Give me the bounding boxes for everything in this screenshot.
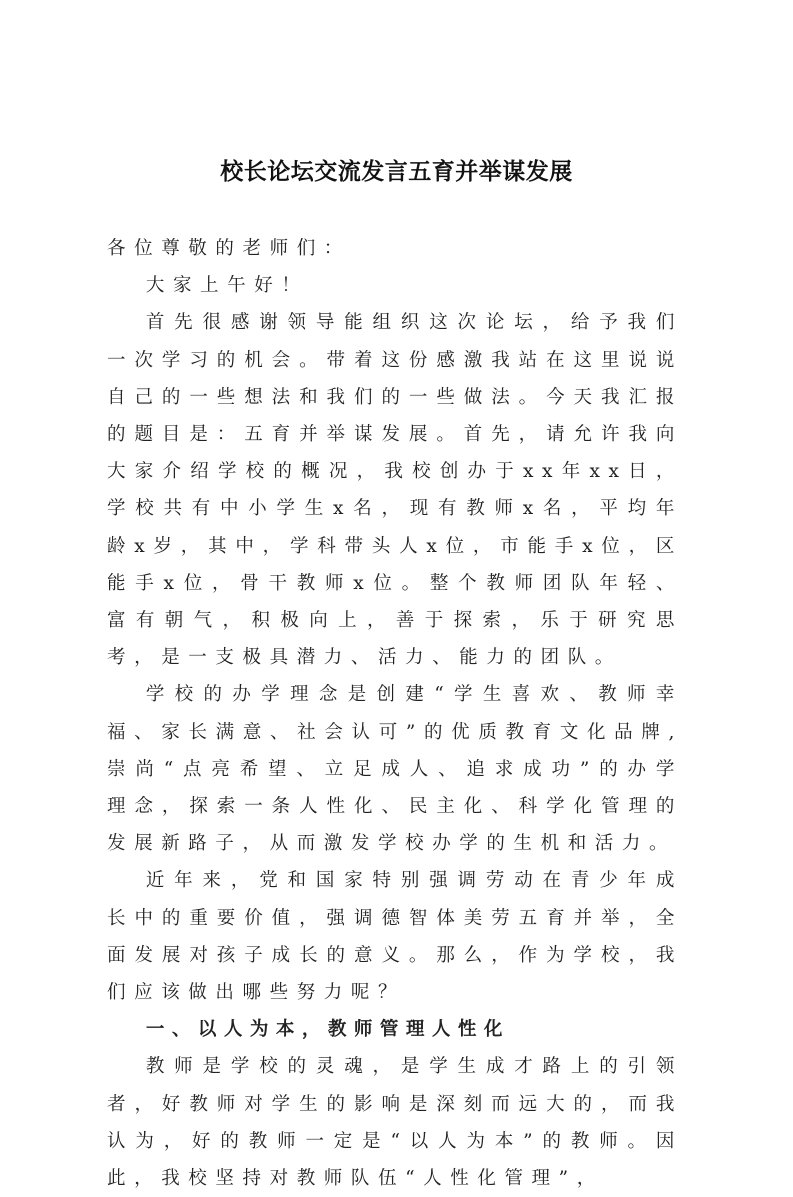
paragraph-five-education: 近年来，党和国家特别强调劳动在青少年成长中的重要价值，强调德智体美劳五育并举，全面发展对孩子成长的意义。那么，作为学校，我们应该做出哪些努力呢？ (107, 870, 683, 1004)
paragraph-philosophy: 学校的办学理念是创建“学生喜欢、教师幸福、家长满意、社会认可”的优质教育文化品牌,崇尚“点亮希望、立足成人、追求成功”的办学理念，探索一条人性化、民主化、科学化管理的发展新路子，从而激发学校办学的生机和活力。 (107, 684, 683, 855)
paragraph-intro: 首先很感谢领导能组织这次论坛，给予我们一次学习的机会。带着这份感激我站在这里说说自己的一些想法和我们的一些做法。今天我汇报的题目是：五育并举谋发展。首先，请允许我向大家介绍学校的概况，我校创办于xx年xx日，学校共有中小学生x名，现有教师x名，平均年龄x岁，其中，学科带头人x位，市能手x位，区能手x位，骨干教师x位。整个教师团队年轻、富有朝气，积极向上，善于探索，乐于研究思考，是一支极具潜力、活力、能力的团队。 (107, 312, 683, 669)
section-heading: 一、以人为本，教师管理人性化 (145, 1019, 510, 1041)
section-paragraph: 教师是学校的灵魂，是学生成才路上的引领者，好教师对学生的影响是深刻而远大的，而我认为，好的教师一定是“以人为本”的教师。因此，我校坚持对教师队伍“人性化管理”， (107, 1056, 683, 1190)
document-body (107, 230, 683, 1197)
salutation: 各位尊敬的老师们： (107, 238, 351, 259)
document-title: 校长论坛交流发言五育并举谋发展 (220, 159, 573, 185)
greeting: 大家上午好！ (145, 275, 309, 297)
